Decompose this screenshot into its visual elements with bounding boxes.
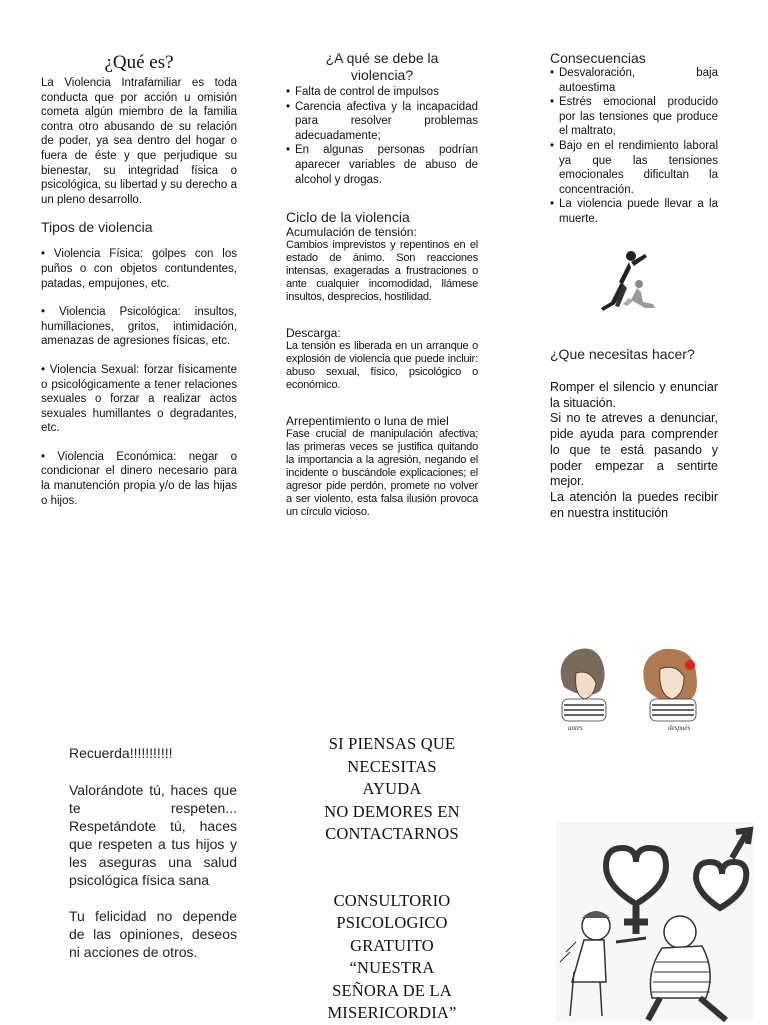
tipos-title: Tipos de violencia	[41, 219, 153, 236]
help-line: AYUDA	[362, 779, 422, 798]
before-caption: antes	[568, 724, 583, 732]
fase-arrepentimiento-name: Arrepentimiento o luna de miel	[286, 414, 449, 429]
tipo-economica: • Violencia Económica: negar o condicionar el dinero necesario para la manutención propia y/o de las hijas o hijos.	[41, 450, 237, 507]
consecuencias-list	[550, 66, 718, 227]
tipo-psicologica: • Violencia Psicológica: insultos, humillaciones, gritos, intimidación, amenazas de agresiones físicas, etc.	[41, 306, 237, 348]
consecuencia-item: • Bajo en el rendimiento laboral ya que las tensiones emocionales dificultan la concentración.	[550, 139, 718, 197]
tipo-fisica: • Violencia Física: golpes con los puños o con objetos contundentes, patadas, empujones, etc.	[41, 248, 237, 290]
gender-conflict-illustration	[556, 822, 754, 1022]
hacer-paragraph-3: La atención la puedes recibir en nuestra institución	[550, 489, 718, 520]
causa-item: • Falta de control de impulsos	[286, 85, 478, 100]
causas-title: ¿A qué se debe la violencia?	[325, 50, 439, 83]
consultorio-line: PSICOLOGICO	[336, 913, 448, 932]
recuerda-panel	[69, 744, 237, 961]
consultorio-line: MISERICORDIA”	[327, 1003, 457, 1022]
violence-figure-illustration	[593, 246, 663, 316]
ciclo-title: Ciclo de la violencia	[286, 209, 410, 226]
column-que-hacer	[550, 344, 718, 521]
fase-arrepentimiento-text: Fase crucial de manipulación afectiva; las primeras veces se justifica quitando la importancia a la agresión, negando el incidente o buscándole explicaciones; el agresor pide perdón, promete no volver a ser violento, esta falsa ilusión provoca un círculo vicioso.	[286, 428, 478, 519]
que-hacer-title: ¿Que necesitas hacer?	[550, 346, 695, 362]
help-line: NO DEMORES EN	[324, 801, 460, 821]
que-es-intro: La Violencia Intrafamiliar es toda conducta que por acción u omisión cometa algún miembro de la familia contra otro abusando de su relación de poder, ya sea dentro del hogar o fuera de éste y que perjudique su bienestar, su integridad física o psicológica, su libertad y su derecho a un pleno desarrollo.	[41, 77, 237, 206]
hacer-paragraph-1: Romper el silencio y enunciar la situación.	[550, 380, 718, 410]
consultorio-line: CONSULTORIO	[333, 890, 451, 910]
contact-panel	[296, 733, 488, 1025]
consultorio-line: SEÑORA DE LA	[332, 980, 452, 1000]
fase-tension-name: Acumulación de tensión:	[286, 225, 417, 240]
help-line: NECESITAS	[347, 756, 437, 776]
help-line: CONTACTARNOS	[325, 824, 459, 843]
consultorio-line: GRATUITO	[350, 935, 434, 955]
column-consecuencias	[550, 50, 718, 227]
que-es-title: ¿Qué es?	[104, 52, 174, 73]
help-line: SI PIENSAS QUE	[328, 734, 456, 753]
before-after-women-illustration	[550, 643, 722, 733]
causas-list	[286, 85, 478, 187]
causa-item: • En algunas personas podrían aparecer variables de abuso de alcohol y drogas.	[286, 143, 478, 187]
recuerda-title: Recuerda!!!!!!!!!!!	[69, 745, 173, 761]
recuerda-paragraph-1: Valorándote tú, haces que te respeten... Respetándote tú, haces que respeten a tus hijos y les aseguras una salud psicológica física sana	[69, 782, 237, 888]
tipo-sexual: • Violencia Sexual: forzar físicamente o psicológicamente a tener relaciones sexuales o forzar a realizar actos sexuales humillantes o degradantes, etc.	[41, 363, 237, 435]
consecuencia-item: • Desvaloración, baja autoestima	[550, 66, 718, 95]
fase-descarga-text: La tensión es liberada en un arranque o explosión de violencia que puede incluir: abuso sexual, físico, psicológico o económico.	[286, 340, 478, 392]
column-causas	[286, 50, 478, 519]
recuerda-paragraph-2: Tu felicidad no depende de las opiniones, deseos ni acciones de otros.	[69, 908, 237, 960]
after-caption: después	[668, 724, 691, 732]
hacer-paragraph-2: Si no te atreves a denunciar, pide ayuda para comprender lo que te está pasando y poder empezar a sentirte mejor.	[550, 411, 718, 489]
consecuencia-item: • La violencia puede llevar a la muerte.	[550, 197, 718, 226]
consecuencia-item: • Estrés emocional producido por las tensiones que produce el maltrato,	[550, 95, 718, 139]
fase-tension-text: Cambios imprevistos y repentinos en el estado de ánimo. Son reacciones intensas, exageradas a frustraciones o ante cualquier incomodidad, llámese insultos, desprecios, hostilidad.	[286, 239, 478, 304]
fase-descarga-name: Descarga:	[286, 326, 341, 341]
causa-item: • Carencia afectiva y la incapacidad para resolver problemas adecuadamente;	[286, 100, 478, 144]
column-que-es	[41, 52, 237, 508]
consecuencias-title: Consecuencias	[550, 50, 646, 66]
consultorio-line: “NUESTRA	[349, 958, 435, 977]
